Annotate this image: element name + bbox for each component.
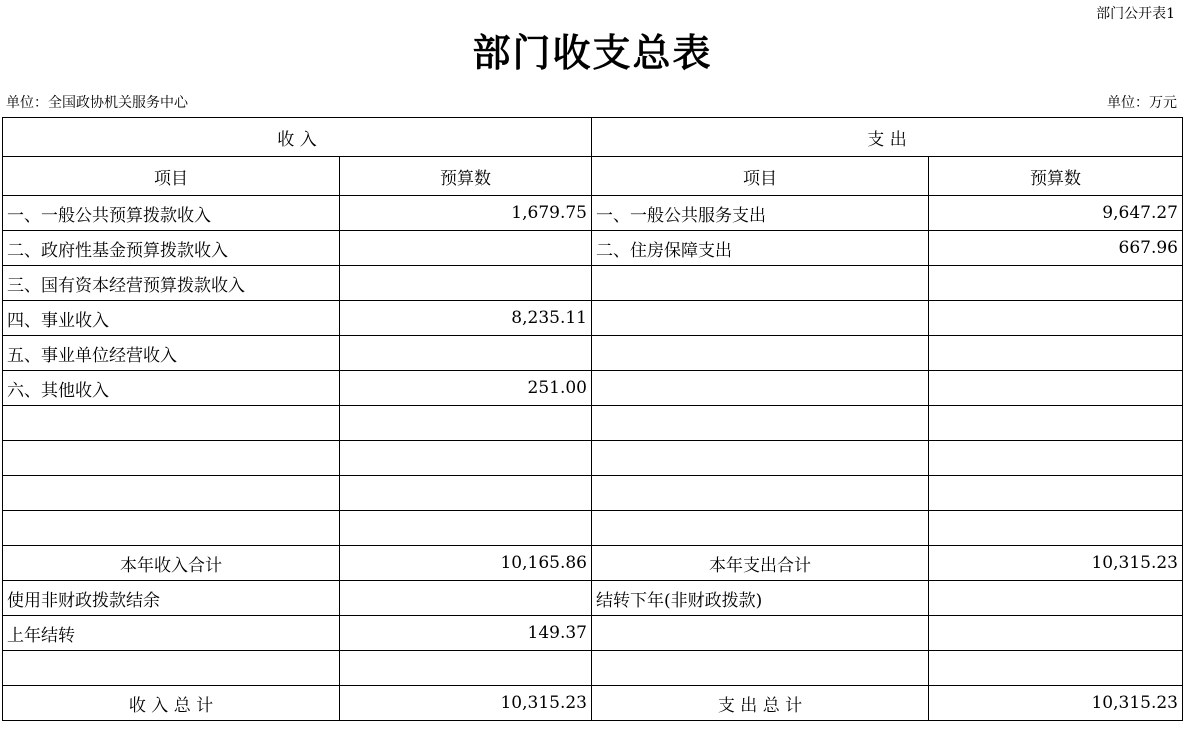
income-item: 一、一般公共预算拨款收入 (3, 196, 340, 231)
expense-value (929, 301, 1183, 336)
column-header-row (3, 157, 1183, 196)
income-value: 1,679.75 (340, 196, 592, 231)
grand-income-label: 收 入 总 计 (3, 686, 340, 721)
empty-cell (592, 651, 929, 686)
expense-value (929, 336, 1183, 371)
income-item (3, 441, 340, 476)
carry-forward-next-label: 结转下年(非财政拨款) (592, 581, 929, 616)
income-value (340, 476, 592, 511)
empty-cell (3, 651, 340, 686)
income-item (3, 511, 340, 546)
table-row (3, 231, 1183, 266)
form-code: 部门公开表1 (1096, 6, 1175, 22)
income-item (3, 476, 340, 511)
expense-budget-header: 预算数 (929, 157, 1183, 196)
expense-value (929, 406, 1183, 441)
income-value: 251.00 (340, 371, 592, 406)
section-income-header: 收 入 (3, 118, 592, 157)
table-row (3, 196, 1183, 231)
expense-value (929, 266, 1183, 301)
carry-row (3, 616, 1183, 651)
income-value (340, 406, 592, 441)
expense-item (592, 406, 929, 441)
grand-expense-value: 10,315.23 (929, 686, 1183, 721)
expense-item (592, 441, 929, 476)
table-row (3, 301, 1183, 336)
year-expense-total-value: 10,315.23 (929, 546, 1183, 581)
empty-cell (929, 616, 1183, 651)
income-value (340, 231, 592, 266)
income-value (340, 511, 592, 546)
expense-item: 一、一般公共服务支出 (592, 196, 929, 231)
empty-cell (929, 651, 1183, 686)
table-row (3, 476, 1183, 511)
grand-total-row (3, 686, 1183, 721)
empty-cell (592, 616, 929, 651)
table-row (3, 266, 1183, 301)
carry-forward-next-value (929, 581, 1183, 616)
table-row (3, 336, 1183, 371)
unit-currency: 单位：万元 (1107, 95, 1177, 111)
income-item-header: 项目 (3, 157, 340, 196)
income-expense-table (2, 117, 1183, 721)
unit-organization: 单位：全国政协机关服务中心 (6, 95, 188, 111)
non-fiscal-balance-label: 使用非财政拨款结余 (3, 581, 340, 616)
expense-value: 9,647.27 (929, 196, 1183, 231)
expense-item (592, 301, 929, 336)
expense-value (929, 441, 1183, 476)
table-row (3, 371, 1183, 406)
expense-value: 667.96 (929, 231, 1183, 266)
year-expense-total-label: 本年支出合计 (592, 546, 929, 581)
expense-value (929, 371, 1183, 406)
section-expense-header: 支 出 (592, 118, 1183, 157)
expense-value (929, 511, 1183, 546)
grand-income-value: 10,315.23 (340, 686, 592, 721)
year-income-total-value: 10,165.86 (340, 546, 592, 581)
income-budget-header: 预算数 (340, 157, 592, 196)
expense-item (592, 336, 929, 371)
expense-value (929, 476, 1183, 511)
table-row (3, 441, 1183, 476)
income-value (340, 266, 592, 301)
expense-item: 二、住房保障支出 (592, 231, 929, 266)
expense-item (592, 511, 929, 546)
expense-item (592, 476, 929, 511)
empty-cell (340, 651, 592, 686)
grand-expense-label: 支 出 总 计 (592, 686, 929, 721)
last-year-carry-value: 149.37 (340, 616, 592, 651)
income-value (340, 441, 592, 476)
income-item: 六、其他收入 (3, 371, 340, 406)
last-year-carry-label: 上年结转 (3, 616, 340, 651)
section-header-row (3, 118, 1183, 157)
expense-item-header: 项目 (592, 157, 929, 196)
blank-row (3, 651, 1183, 686)
year-total-row (3, 546, 1183, 581)
income-item: 五、事业单位经营收入 (3, 336, 340, 371)
expense-item (592, 371, 929, 406)
income-item: 三、国有资本经营预算拨款收入 (3, 266, 340, 301)
income-item: 四、事业收入 (3, 301, 340, 336)
income-item: 二、政府性基金预算拨款收入 (3, 231, 340, 266)
non-fiscal-balance-value (340, 581, 592, 616)
income-item (3, 406, 340, 441)
page-title: 部门收支总表 (472, 30, 713, 75)
balance-row (3, 581, 1183, 616)
table-row (3, 406, 1183, 441)
year-income-total-label: 本年收入合计 (3, 546, 340, 581)
income-value: 8,235.11 (340, 301, 592, 336)
table-row (3, 511, 1183, 546)
income-value (340, 336, 592, 371)
expense-item (592, 266, 929, 301)
